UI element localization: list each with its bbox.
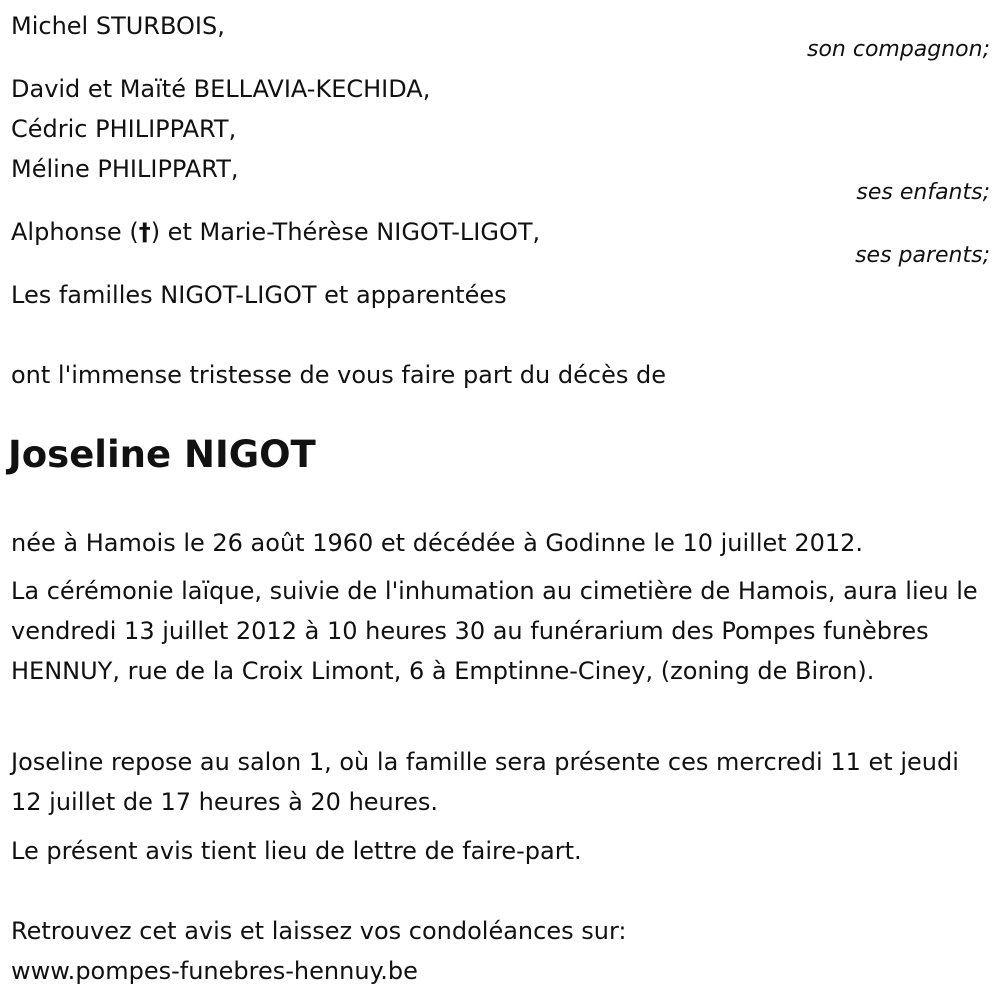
birth-death-line: née à Hamois le 26 août 1960 et décédée à Godinne le 10 juillet 2012. — [11, 529, 864, 557]
child-name: Cédric PHILIPPART, — [11, 115, 237, 143]
visitation-paragraph: Joseline repose au salon 1, où la famille sera présente ces mercredi 11 et jeudi 12 juillet de 17 heures à 20 heures. — [11, 748, 959, 816]
companion-name: Michel STURBOIS, — [11, 12, 225, 40]
announcement: ont l'immense tristesse de vous faire part du décès de — [11, 361, 666, 389]
cross-icon: † — [138, 218, 151, 246]
families-line: Les familles NIGOT-LIGOT et apparentées — [11, 281, 507, 309]
notice-line: Le présent avis tient lieu de lettre de faire-part. — [11, 837, 582, 865]
child-name: David et Maïté BELLAVIA-KECHIDA, — [11, 75, 431, 103]
footer-text: Retrouvez cet avis et laissez vos condoléances sur: — [11, 917, 627, 945]
parents-role: ses parents; — [855, 243, 990, 268]
website-link[interactable]: www.pompes-funebres-hennuy.be — [11, 957, 418, 985]
companion-role: son compagnon; — [806, 37, 990, 62]
children-role: ses enfants; — [856, 180, 990, 205]
deceased-name: Joseline NIGOT — [8, 433, 316, 476]
parents-suffix: ) et Marie-Thérèse NIGOT-LIGOT, — [150, 218, 541, 246]
ceremony-paragraph: La cérémonie laïque, suivie de l'inhumation au cimetière de Hamois, aura lieu le vendredi 13 juillet 2012 à 10 heures 30 au funérarium des Pompes funèbres HENNUY, rue de la Croix Limont, 6 à Emptinne-Ciney, (zoning de Biron). — [11, 577, 978, 685]
parents-prefix: Alphonse ( — [11, 218, 139, 246]
child-name: Méline PHILIPPART, — [11, 155, 239, 183]
parents-line — [11, 212, 540, 252]
